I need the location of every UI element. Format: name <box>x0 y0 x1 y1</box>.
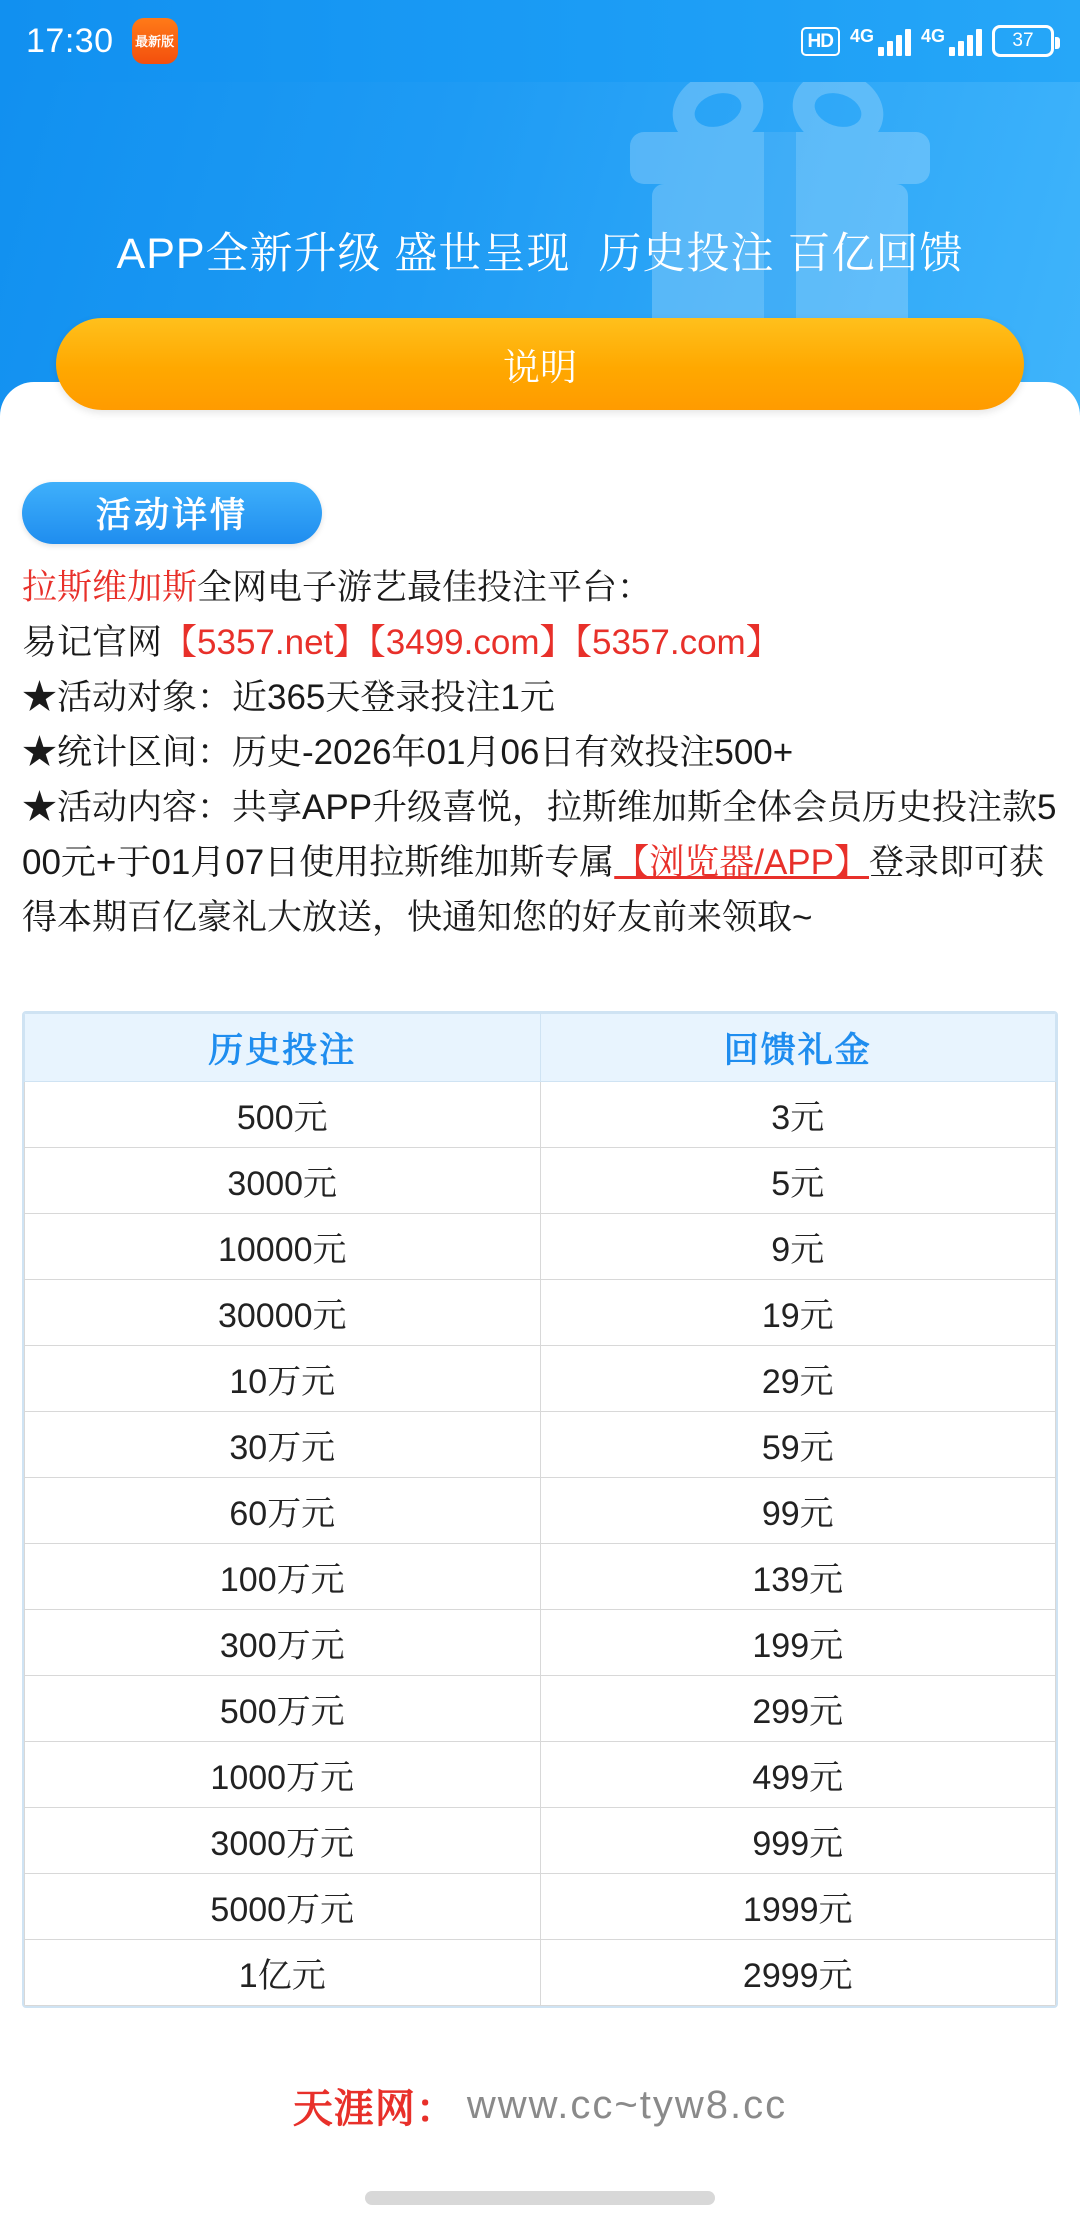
table-row <box>25 1808 1056 1874</box>
table-row <box>25 1346 1056 1412</box>
cell-bet: 5000万元 <box>25 1874 541 1940</box>
cell-reward: 199元 <box>540 1610 1056 1676</box>
desc-content-a: ★活动内容：共享APP升级喜悦，拉斯维加斯全体会员历史投注款500元+于01月07日使用拉斯维加斯专属 <box>22 788 1057 882</box>
table-header-row <box>25 1014 1056 1082</box>
watermark-site-label: 天涯网： <box>292 2086 457 2131</box>
desc-target: ★活动对象：近365天登录投注1元 <box>22 678 555 717</box>
site-link-1[interactable]: 【5357.net】 <box>162 623 369 662</box>
cell-bet: 500万元 <box>25 1676 541 1742</box>
table-row <box>25 1742 1056 1808</box>
cell-bet: 10000元 <box>25 1214 541 1280</box>
table-header-bet: 历史投注 <box>25 1014 541 1082</box>
reward-table <box>22 1011 1058 2008</box>
cell-reward: 1999元 <box>540 1874 1056 1940</box>
table-row <box>25 1082 1056 1148</box>
cell-reward: 999元 <box>540 1808 1056 1874</box>
signal-2-bars <box>949 26 982 56</box>
hero-title-right: 历史投注 百亿回馈 <box>598 230 964 278</box>
cell-bet: 3000元 <box>25 1148 541 1214</box>
desc-line1: 全网电子游艺最佳投注平台： <box>197 568 653 607</box>
desc-period: ★统计区间：历史-2026年01月06日有效投注500+ <box>22 733 794 772</box>
cell-bet: 30000元 <box>25 1280 541 1346</box>
cell-bet: 10万元 <box>25 1346 541 1412</box>
site-link-2[interactable]: 【3499.com】 <box>368 623 575 662</box>
table-row <box>25 1478 1056 1544</box>
cell-bet: 30万元 <box>25 1412 541 1478</box>
browser-app-link[interactable]: 【浏览器/APP】 <box>614 843 869 882</box>
cell-bet: 1亿元 <box>25 1940 541 2006</box>
hd-voice-icon: HD <box>801 27 840 56</box>
battery-icon: 37 <box>992 25 1054 57</box>
table-row <box>25 1610 1056 1676</box>
signal-1-icon <box>850 26 911 56</box>
table-body <box>25 1082 1056 2006</box>
cell-bet: 500元 <box>25 1082 541 1148</box>
cell-bet: 1000万元 <box>25 1742 541 1808</box>
hero-title <box>0 220 1080 281</box>
desc-content-b: 登录即可获得本期百亿豪礼大放送，快通知您的好友前来领取~ <box>22 843 1045 937</box>
hero-title-left: APP全新升级 盛世呈现 <box>116 230 571 278</box>
signal-2-icon <box>921 26 982 56</box>
cell-reward: 29元 <box>540 1346 1056 1412</box>
cell-reward: 9元 <box>540 1214 1056 1280</box>
status-clock: 17:30 <box>26 21 114 60</box>
cell-reward: 2999元 <box>540 1940 1056 2006</box>
table-row <box>25 1940 1056 2006</box>
cell-bet: 300万元 <box>25 1610 541 1676</box>
cell-reward: 99元 <box>540 1478 1056 1544</box>
cell-bet: 3000万元 <box>25 1808 541 1874</box>
cell-reward: 299元 <box>540 1676 1056 1742</box>
brand-name: 拉斯维加斯 <box>22 568 198 607</box>
section-title-activity-details: 活动详情 <box>22 482 322 544</box>
gift-box-icon <box>630 82 930 332</box>
table-header-reward: 回馈礼金 <box>540 1014 1056 1082</box>
site-link-3[interactable]: 【5357.com】 <box>574 623 781 662</box>
table-row <box>25 1148 1056 1214</box>
table-row <box>25 1280 1056 1346</box>
status-indicators <box>801 25 1054 57</box>
cell-reward: 139元 <box>540 1544 1056 1610</box>
table-row <box>25 1544 1056 1610</box>
cell-reward: 5元 <box>540 1148 1056 1214</box>
signal-2-label: 4G <box>920 26 945 46</box>
desc-line2-prefix: 易记官网 <box>22 623 163 662</box>
cell-reward: 59元 <box>540 1412 1056 1478</box>
table-row <box>25 1676 1056 1742</box>
watermark-site-url: www.cc~tyw8.cc <box>466 2082 788 2127</box>
cell-reward: 3元 <box>540 1082 1056 1148</box>
content-sheet <box>0 382 1080 2213</box>
table-row <box>25 1214 1056 1280</box>
cell-reward: 499元 <box>540 1742 1056 1808</box>
cell-bet: 100万元 <box>25 1544 541 1610</box>
cell-reward: 19元 <box>540 1280 1056 1346</box>
cell-bet: 60万元 <box>25 1478 541 1544</box>
explain-button[interactable]: 说明 <box>56 318 1024 410</box>
signal-1-bars <box>878 26 911 56</box>
signal-1-label: 4G <box>849 26 874 46</box>
table-row <box>25 1412 1056 1478</box>
app-badge-icon: 最新版 <box>132 18 178 64</box>
status-bar <box>0 0 1080 82</box>
activity-description <box>22 560 1058 945</box>
home-indicator[interactable] <box>365 2191 715 2205</box>
table-row <box>25 1874 1056 1940</box>
